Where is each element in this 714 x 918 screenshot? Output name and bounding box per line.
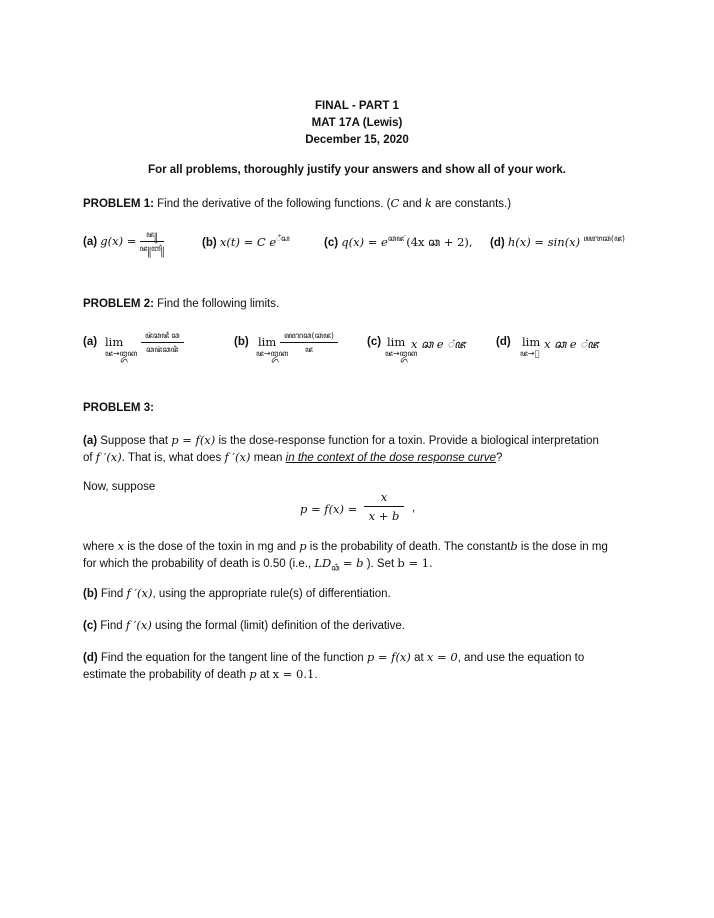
where-text-b: is the dose of the toxin in mg and (127, 541, 297, 553)
problem-3-part-c (83, 618, 405, 632)
equation-denominator: x + b (368, 509, 400, 523)
now-suppose: Now, suppose (83, 481, 156, 493)
where2-set-word: ). Set (366, 558, 395, 570)
problem-3a-derivative-2: f ′(x) (224, 450, 251, 464)
limit-a-fraction (141, 330, 184, 355)
problem-1-and: and (399, 198, 425, 210)
problem-3a-emphasis: in the context of the dose response curve (285, 452, 496, 464)
problem-3d-at: at (414, 652, 424, 664)
problem-3d-function: p = f(x) (366, 650, 411, 664)
problem-1-part-b (202, 233, 290, 249)
where2-text: for which the probability of death is 0.50 (i.e., (83, 558, 312, 570)
limit-c-subscript: ꦗ→ꦈꦏ (385, 349, 418, 358)
part-a-label: (a) (83, 236, 98, 248)
limit-b-lim: lim (258, 335, 277, 349)
problem-3c-find: Find (100, 620, 123, 632)
exam-title: FINAL - PART 1 (315, 100, 399, 112)
limit-c-label: (c) (367, 336, 382, 348)
equation-fraction (364, 489, 404, 524)
problem-3a-derivative: f ′(x) (95, 450, 122, 464)
var-b: b (510, 539, 518, 553)
problem-2-label: PROBLEM 2: (83, 298, 154, 310)
problem-3d-text3: , and use the equation to (457, 652, 585, 664)
problem-3a-text: Suppose that (100, 435, 169, 447)
problem-3a-text4: . That is, what does (121, 452, 222, 464)
problem-3a-question-mark: ? (496, 452, 503, 464)
problem-1-end: are constants.) (431, 198, 512, 210)
set-b-value: b = 1. (397, 556, 433, 570)
ld-equals-b: = b (342, 556, 364, 570)
problem-3b-label: (b) (83, 588, 98, 600)
where-word: where (83, 541, 115, 553)
part-a-fraction (140, 229, 165, 254)
where-line-2 (83, 556, 433, 578)
problem-3a-text2: is the dose-response function for a toxin. Provide a biological interpretation (218, 435, 599, 447)
problem-3-part-d-line1 (83, 650, 584, 664)
problem-3-part-a-line1 (83, 433, 599, 447)
part-c-expression-end: (4x ꦕ + 2), (406, 235, 473, 249)
limit-c-expression: x ꦕ e ꦁꦗ (411, 337, 466, 351)
part-a-lhs: g(x) = (100, 234, 137, 248)
part-a-denominator: ꦗ꧋ꦧ꧋ꦀ (139, 244, 165, 254)
var-x: x (117, 539, 125, 553)
part-c-exponent: ꦕꦗ ꦁ (387, 234, 407, 244)
var-p: p (299, 539, 307, 553)
ld-symbol: LD (314, 556, 332, 570)
problem-3d-p: p (249, 667, 257, 681)
problem-3a-label: (a) (83, 435, 98, 447)
problem-3b-find: Find (100, 588, 124, 600)
limit-d-label: (d) (496, 336, 511, 348)
problem-3c-label: (c) (83, 620, 98, 632)
problem-3a-math: p = f(x) (171, 433, 216, 447)
part-d-label: (d) (490, 236, 505, 249)
problem-3d-label: (d) (83, 652, 98, 664)
course-name: MAT 17A (Lewis) (311, 117, 403, 129)
problem-3d-x0: x = 0 (426, 650, 458, 664)
problem-3c-derivative: f ′(x) (125, 618, 152, 632)
limit-b-denominator: ꦗ (305, 345, 313, 354)
part-b-expression: x(t) = C e (219, 234, 277, 249)
equation-lhs: p = f(x) = (300, 502, 358, 516)
limit-a-denominator: ꦕꦗꦁꦕꦗꦀ (146, 345, 179, 354)
exam-date: December 15, 2020 (305, 134, 409, 146)
constant-c: C (390, 196, 400, 210)
where-line-1 (83, 539, 608, 553)
limit-c-lim: lim (387, 335, 406, 349)
limit-b-subscript: ꦗ→ꦈꦏ (256, 349, 289, 358)
problem-1-label: PROBLEM 1: (83, 198, 154, 210)
problem-3d-text: Find the equation for the tangent line of the function (100, 652, 364, 664)
problem-1-part-a (83, 226, 164, 256)
ld-subscript: ꦕꦀ (331, 563, 340, 573)
problem-3d-period: . (314, 669, 318, 681)
part-c-label: (c) (324, 237, 339, 249)
equation-comma: , (412, 502, 416, 514)
problem-3d-at-2: at (259, 669, 270, 681)
problem-3b-text: , using the appropriate rule(s) of differentiation. (152, 588, 391, 600)
problem-3-part-b (83, 586, 391, 600)
part-c-expression-start: q(x) = e (341, 235, 388, 249)
problem-1-text: Find the derivative of the following functions. ( (157, 198, 391, 210)
problem-3d-x01: x = 0.1 (272, 667, 315, 681)
problem-3-part-a-line2 (83, 450, 502, 464)
limit-b-label: (b) (234, 336, 249, 348)
limit-a-numerator: ꦗꦁꦕꦗ ꦀꦕ (141, 330, 184, 343)
equation-numerator: x (364, 489, 404, 507)
problem-3a-mean: mean (253, 452, 283, 464)
problem-3a-of: of (83, 452, 93, 464)
limit-b-numerator: ꦖꦫꦕ(ꦕꦗ) (280, 330, 338, 343)
part-a-numerator: ꦗ꧋ (140, 229, 165, 242)
problem-3d-estimate: estimate the probability of death (83, 669, 247, 681)
problem-1-part-c (324, 233, 473, 257)
limit-d-lim: lim (522, 335, 541, 349)
constant-k: k (424, 196, 432, 210)
limit-a-lim: lim (105, 335, 124, 349)
problem-3-part-d-line2 (83, 667, 318, 681)
part-b-label: (b) (202, 236, 217, 249)
instructions: For all problems, thoroughly justify your answers and show all of your work. (148, 164, 566, 176)
limit-d-expression: x ꦕ e ꦁꦗ (544, 337, 599, 351)
problem-3-label: PROBLEM 3: (83, 402, 154, 414)
problem-1-part-d (490, 233, 625, 249)
part-d-expression: h(x) = sin(x) (507, 234, 581, 249)
problem-1-statement (83, 196, 511, 210)
limit-d-subscript: ꦗ→ꦀ (520, 349, 540, 358)
where-text-c: is the probability of death. The constant (309, 541, 511, 553)
limit-b-fraction (280, 330, 338, 355)
part-b-exponent: ꦁꦀꦱ (276, 234, 290, 243)
problem-3b-derivative: f ′(x) (126, 586, 153, 600)
limit-a-label: (a) (83, 336, 98, 348)
problem-2-statement (83, 298, 279, 310)
problem-2-text: Find the following limits. (157, 298, 280, 310)
where-text-d: is the dose in mg (520, 541, 608, 553)
part-d-exponent: ꦖꦫꦕ(ꦗ) (583, 234, 626, 243)
problem-3c-text: using the formal (limit) definition of the derivative. (155, 620, 405, 632)
limit-a-subscript: ꦗ→ꦈꦏ (105, 349, 138, 358)
